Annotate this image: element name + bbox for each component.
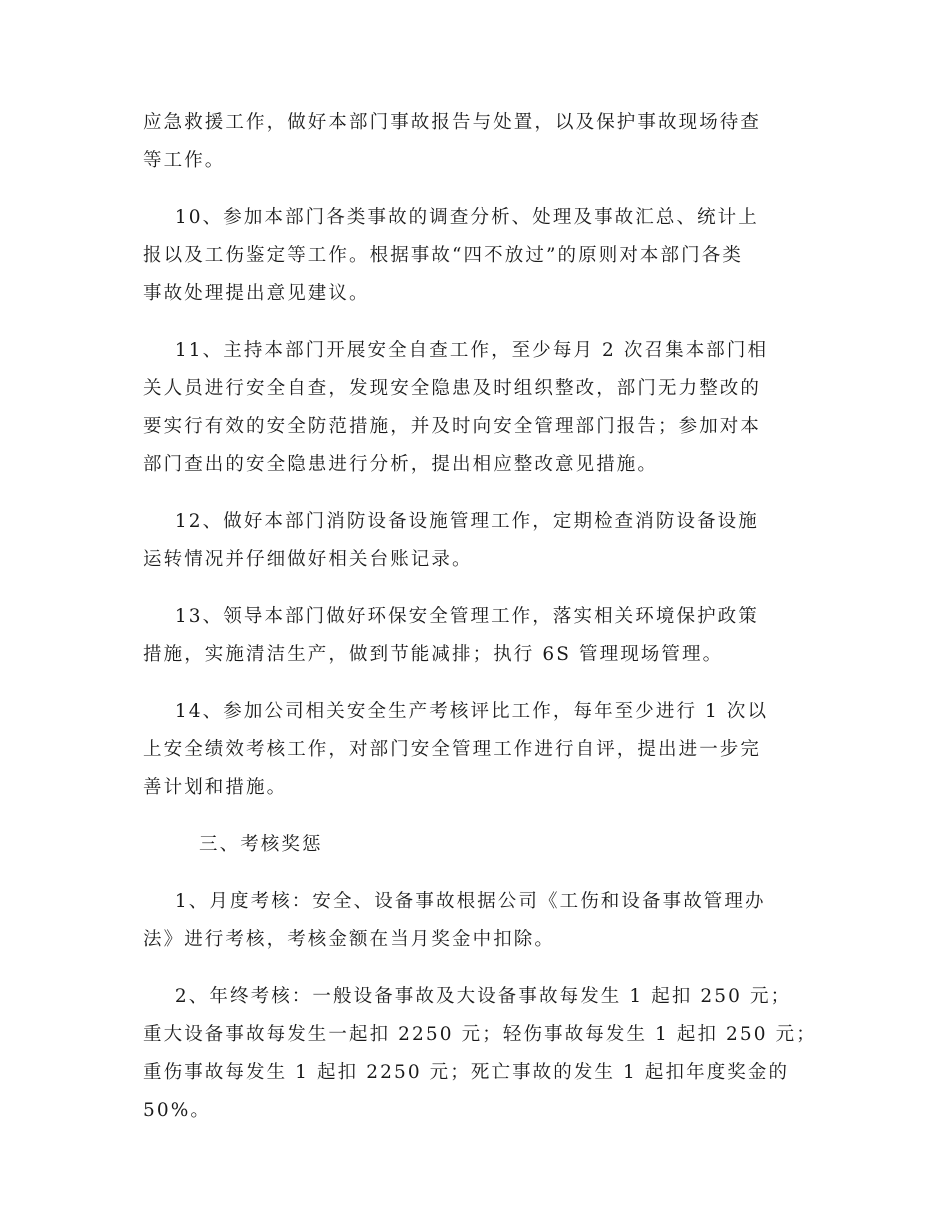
text-line: 应急救援工作，做好本部门事故报告与处置，以及保护事故现场待查 bbox=[143, 112, 762, 133]
text-line: 重伤事故每发生 1 起扣 2250 元；死亡事故的发生 1 起扣年度奖金的 bbox=[143, 1062, 790, 1083]
text-line: 报以及工伤鉴定等工作。根据事故“四不放过”的原则对本部门各类 bbox=[143, 245, 743, 266]
section-heading: 三、考核奖惩 bbox=[199, 834, 323, 855]
text-line: 措施，实施清洁生产，做到节能减排；执行 6S 管理现场管理。 bbox=[143, 644, 724, 665]
paragraph-item-13 bbox=[143, 598, 807, 674]
paragraph-monthly-assessment bbox=[143, 883, 807, 959]
text-line: 11、主持本部门开展安全自查工作，至少每月 2 次召集本部门相 bbox=[143, 340, 769, 361]
paragraph-item-14 bbox=[143, 693, 807, 807]
text-line: 13、领导本部门做好环保安全管理工作，落实相关环境保护政策 bbox=[143, 606, 759, 627]
text-line: 等工作。 bbox=[143, 150, 226, 171]
text-line: 重大设备事故每发生一起扣 2250 元；轻伤事故每发生 1 起扣 250 元； bbox=[143, 1024, 817, 1045]
text-line: 上安全绩效考核工作，对部门安全管理工作进行自评，提出进一步完 bbox=[143, 739, 762, 760]
document-body bbox=[143, 104, 817, 1149]
paragraph-item-11 bbox=[143, 332, 807, 484]
paragraph-item-10 bbox=[143, 199, 807, 313]
text-line: 事故处理提出意见建议。 bbox=[143, 283, 370, 304]
text-line: 运转情况并仔细做好相关台账记录。 bbox=[143, 549, 473, 570]
text-line: 善计划和措施。 bbox=[143, 777, 288, 798]
text-line: 12、做好本部门消防设备设施管理工作，定期检查消防设备设施 bbox=[143, 511, 759, 532]
text-line: 10、参加本部门各类事故的调查分析、处理及事故汇总、统计上 bbox=[143, 207, 759, 228]
paragraph-annual-assessment bbox=[143, 978, 817, 1130]
text-line: 关人员进行安全自查，发现安全隐患及时组织整改，部门无力整改的 bbox=[143, 378, 762, 399]
paragraph-continued bbox=[143, 104, 807, 180]
text-line: 50%。 bbox=[143, 1100, 212, 1121]
text-line: 法》进行考核，考核金额在当月奖金中扣除。 bbox=[143, 929, 556, 950]
text-line: 14、参加公司相关安全生产考核评比工作，每年至少进行 1 次以 bbox=[143, 701, 769, 722]
text-line: 2、年终考核：一般设备事故及大设备事故每发生 1 起扣 250 元； bbox=[143, 986, 792, 1007]
text-line: 部门查出的安全隐患进行分析，提出相应整改意见措施。 bbox=[143, 454, 659, 475]
paragraph-item-12 bbox=[143, 503, 807, 579]
text-line: 1、月度考核：安全、设备事故根据公司《工伤和设备事故管理办 bbox=[143, 891, 766, 912]
text-line: 要实行有效的安全防范措施，并及时向安全管理部门报告；参加对本 bbox=[143, 416, 762, 437]
